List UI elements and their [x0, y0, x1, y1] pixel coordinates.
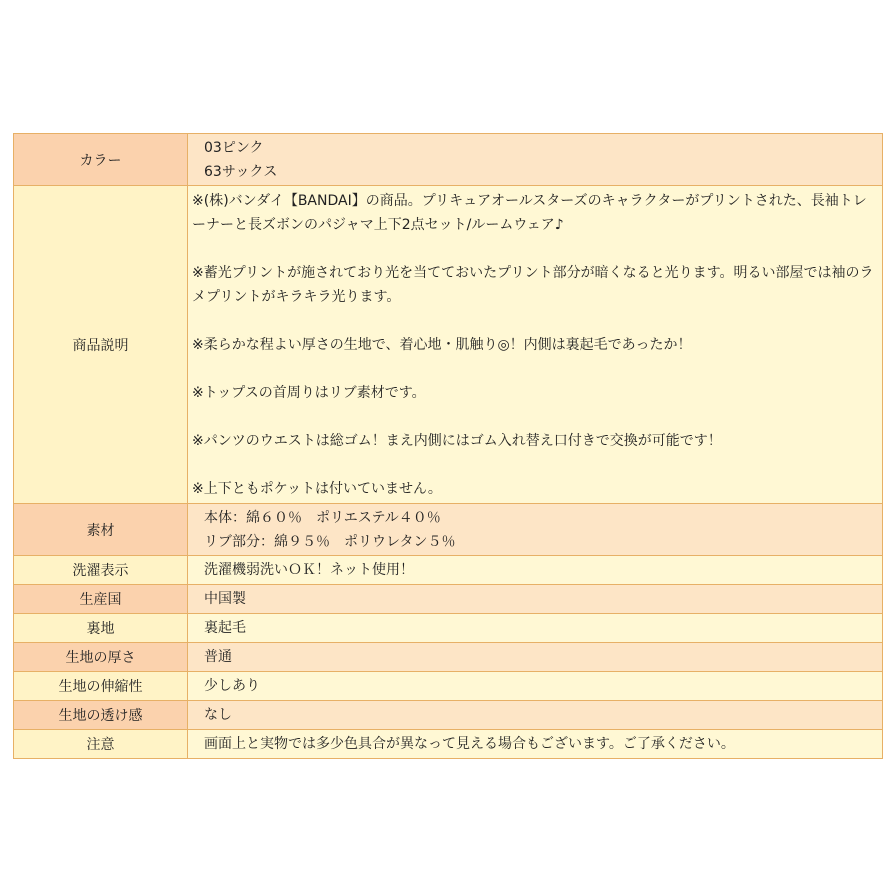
spec-value-sheerness: なし	[188, 701, 883, 730]
spec-row-sheerness	[14, 701, 883, 730]
spec-label-stretch: 生地の伸縮性	[14, 672, 188, 701]
description-paragraph-1: ※(株)バンダイ【BANDAI】の商品。プリキュアオールスターズのキャラクターがプリントされた、長袖トレーナーと長ズボンのパジャマ上下2点セット/ルームウェア♪	[192, 192, 867, 233]
spec-row-color	[14, 134, 883, 186]
spec-label-lining: 裏地	[14, 614, 188, 643]
spec-value-thickness: 普通	[188, 643, 883, 672]
spec-row-description	[14, 186, 883, 504]
spec-label-washing: 洗濯表示	[14, 556, 188, 585]
spec-value-note: 画面上と実物では多少色具合が異なって見える場合もございます。ご了承ください。	[188, 730, 883, 759]
description-paragraph-3: ※柔らかな程よい厚さの生地で、着心地・肌触り◎！内側は裏起毛であったか！	[192, 336, 692, 353]
spec-value-material	[188, 504, 883, 556]
material-body: 本体：綿６０％ ポリエステル４０％	[204, 509, 441, 526]
spec-label-thickness: 生地の厚さ	[14, 643, 188, 672]
product-spec-table	[13, 133, 883, 759]
color-option-2: 63サックス	[204, 163, 278, 180]
spec-row-origin	[14, 585, 883, 614]
spec-label-material: 素材	[14, 504, 188, 556]
spec-row-note	[14, 730, 883, 759]
spec-label-color: カラー	[14, 134, 188, 186]
spec-label-sheerness: 生地の透け感	[14, 701, 188, 730]
color-option-1: 03ピンク	[204, 139, 264, 156]
description-paragraph-6: ※上下ともポケットは付いていません。	[192, 480, 442, 497]
spec-value-origin: 中国製	[188, 585, 883, 614]
description-paragraph-5: ※パンツのウエストは総ゴム！まえ内側にはゴム入れ替え口付きで交換が可能です！	[192, 432, 722, 449]
spec-value-washing: 洗濯機弱洗いＯＫ！ネット使用！	[188, 556, 883, 585]
spec-value-description	[188, 186, 883, 504]
spec-row-washing	[14, 556, 883, 585]
spec-row-stretch	[14, 672, 883, 701]
spec-row-material	[14, 504, 883, 556]
spec-label-note: 注意	[14, 730, 188, 759]
spec-value-color	[188, 134, 883, 186]
spec-label-origin: 生産国	[14, 585, 188, 614]
material-rib: リブ部分：綿９５％ ポリウレタン５％	[204, 533, 456, 550]
description-paragraph-2: ※蓄光プリントが施されており光を当てておいたプリント部分が暗くなると光ります。明るい部屋では袖のラメプリントがキラキラ光ります。	[192, 264, 874, 305]
spec-row-thickness	[14, 643, 883, 672]
spec-value-lining: 裏起毛	[188, 614, 883, 643]
spec-value-stretch: 少しあり	[188, 672, 883, 701]
spec-label-description: 商品説明	[14, 186, 188, 504]
description-paragraph-4: ※トップスの首周りはリブ素材です。	[192, 384, 426, 401]
spec-row-lining	[14, 614, 883, 643]
